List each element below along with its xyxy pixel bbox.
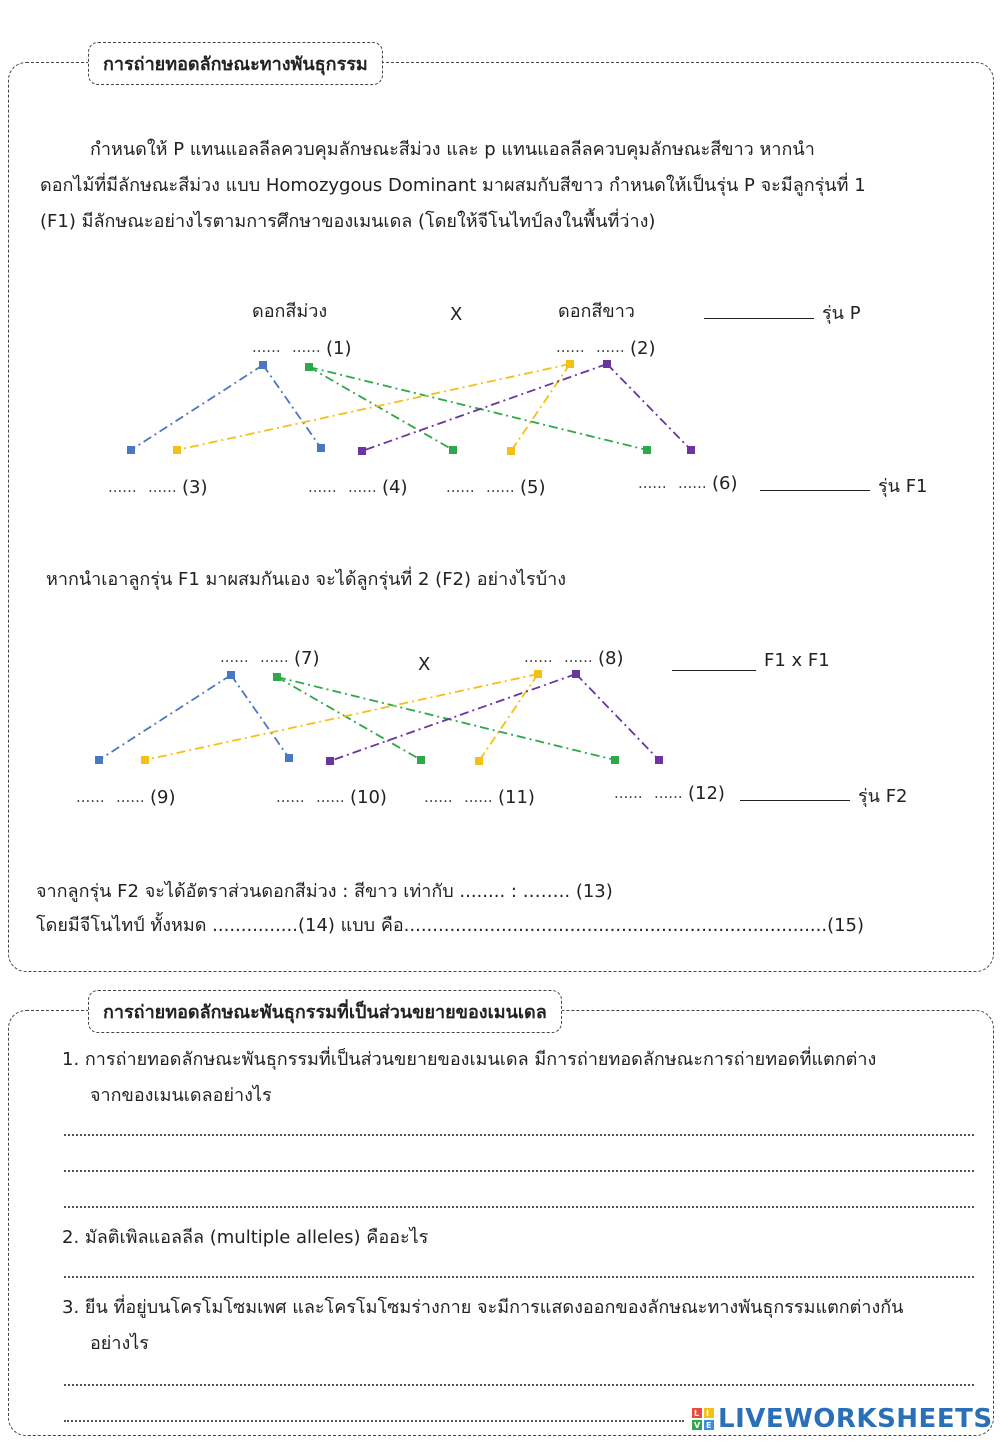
blank-12-allele-b[interactable]: ......	[654, 784, 683, 802]
genotype-question[interactable]: โดยมีจีโนไทป์ ทั้งหมด ...............(14) แบบ คือ..........................................................................(15)	[36, 915, 865, 936]
parent-white-label: ดอกสีขาว	[558, 301, 635, 322]
blank-4-allele-b[interactable]: ......	[348, 478, 377, 496]
cross2-line-yellow-a	[145, 674, 538, 760]
cross2-node-purple-top	[572, 670, 580, 678]
q3-answer-line-1[interactable]	[64, 1384, 974, 1386]
blank-11-allele-a[interactable]: ......	[424, 788, 453, 806]
generation-f1-label: รุ่น F1	[878, 476, 928, 497]
generation-f1xf1-label: F1 x F1	[764, 650, 830, 671]
cross2-line-green-b	[277, 677, 615, 760]
cross2-node-blue-2	[285, 754, 293, 762]
cross2-node-purple-2	[655, 756, 663, 764]
blank-11-allele-b[interactable]: ......	[464, 788, 493, 806]
blank-8-number: (8)	[598, 648, 624, 669]
blank-1-allele-a[interactable]: ......	[252, 338, 281, 356]
cross2-node-green-2	[611, 756, 619, 764]
q1-answer-line-2[interactable]	[64, 1170, 974, 1172]
parent-purple-label: ดอกสีม่วง	[252, 301, 328, 322]
blank-3-allele-a[interactable]: ......	[108, 478, 137, 496]
q1-line-1: 1. การถ่ายทอดลักษณะพันธุกรรมที่เป็นส่วนขยายของเมนเดล มีการถ่ายทอดลักษณะการถ่ายทอดที่แตกต่าง	[62, 1049, 877, 1070]
cross-symbol-1: X	[450, 304, 463, 325]
blank-4-allele-a[interactable]: ......	[308, 478, 337, 496]
blank-10-number: (10)	[350, 787, 387, 808]
blank-3-number: (3)	[182, 477, 208, 498]
blank-9-number: (9)	[150, 787, 176, 808]
svg-text:I: I	[706, 1409, 709, 1418]
generation-f2-label: รุ่น F2	[858, 786, 908, 807]
cross2-line-purple-a	[330, 674, 576, 761]
blank-9-allele-a[interactable]: ......	[76, 788, 105, 806]
q1-answer-line-3[interactable]	[64, 1206, 974, 1208]
cross-symbol-2: X	[418, 654, 431, 675]
q3-answer-line-2[interactable]	[64, 1420, 684, 1422]
blank-1-allele-b[interactable]: ......	[292, 338, 321, 356]
q2-line: 2. มัลติเพิลแอลลีล (multiple alleles) คืออะไร	[62, 1227, 429, 1248]
question-f2: หากนำเอาลูกรุ่น F1 มาผสมกันเอง จะได้ลูกรุ่นที่ 2 (F2) อย่างไรบ้าง	[46, 569, 567, 590]
section2-title: การถ่ายทอดลักษณะพันธุกรรมที่เป็นส่วนขยายของเมนเดล	[88, 990, 562, 1033]
blank-7-allele-a[interactable]: ......	[220, 648, 249, 666]
cross2-line-purple-b	[576, 674, 659, 760]
blank-7-number: (7)	[294, 648, 320, 669]
cross2-node-purple-1	[326, 757, 334, 765]
blank-1-number: (1)	[326, 338, 352, 359]
generation-p-label: รุ่น P	[822, 303, 861, 324]
cross2-node-green-1	[417, 756, 425, 764]
q2-answer-line[interactable]	[64, 1276, 974, 1278]
blank-5-allele-b[interactable]: ......	[486, 478, 515, 496]
blank-8-allele-b[interactable]: ......	[564, 648, 593, 666]
blank-9-allele-b[interactable]: ......	[116, 788, 145, 806]
cross2-node-yellow-2	[475, 757, 483, 765]
intro-line-2: ดอกไม้ที่มีลักษณะสีม่วง แบบ Homozygous Dominant มาผสมกับสีขาว กำหนดให้เป็นรุ่น P จะมีลูกรุ่นที่ 1	[40, 175, 866, 196]
liveworksheets-watermark	[690, 1404, 993, 1436]
liveworksheets-text: LIVEWORKSHEETS	[718, 1404, 993, 1434]
cross2-node-blue-top	[227, 671, 235, 679]
cross2-line-yellow-b	[479, 674, 538, 761]
blank-6-number: (6)	[712, 473, 738, 494]
cross2-node-green-top	[273, 673, 281, 681]
cross2-node-yellow-1	[141, 756, 149, 764]
section1-title: การถ่ายทอดลักษณะทางพันธุกรรม	[88, 42, 383, 85]
cross2-line-blue-b	[231, 675, 289, 758]
ratio-question[interactable]: จากลูกรุ่น F2 จะได้อัตราส่วนดอกสีม่วง : สีขาว เท่ากับ ........ : …….. (13)	[36, 881, 613, 902]
intro-line-3: (F1) มีลักษณะอย่างไรตามการศึกษาของเมนเดล (โดยให้จีโนไทป์ลงในพื้นที่ว่าง)	[40, 211, 656, 232]
cross2-node-yellow-top	[534, 670, 542, 678]
q1-line-2: จากของเมนเดลอย่างไร	[90, 1085, 272, 1106]
blank-10-allele-a[interactable]: ......	[276, 788, 305, 806]
blank-5-number: (5)	[520, 477, 546, 498]
svg-text:V: V	[694, 1421, 701, 1430]
blank-12-number: (12)	[688, 783, 725, 804]
blank-12-allele-a[interactable]: ......	[614, 784, 643, 802]
blank-3-allele-b[interactable]: ......	[148, 478, 177, 496]
blank-8-allele-a[interactable]: ......	[524, 648, 553, 666]
cross2-line-green-a	[277, 677, 421, 760]
blank-2-number: (2)	[630, 338, 656, 359]
cross2-node-blue-1	[95, 756, 103, 764]
generation-f2-blank[interactable]	[740, 800, 850, 801]
blank-2-allele-b[interactable]: ......	[596, 338, 625, 356]
intro-line-1: กำหนดให้ P แทนแอลลีลควบคุมลักษณะสีม่วง และ p แทนแอลลีลควบคุมลักษณะสีขาว หากนำ	[90, 139, 815, 160]
blank-11-number: (11)	[498, 787, 535, 808]
blank-2-allele-a[interactable]: ......	[556, 338, 585, 356]
svg-text:E: E	[706, 1421, 712, 1430]
blank-10-allele-b[interactable]: ......	[316, 788, 345, 806]
q3-line-1: 3. ยีน ที่อยู่บนโครโมโซมเพศ และโครโมโซมร่างกาย จะมีการแสดงออกของลักษณะทางพันธุกรรมแตกต่างกัน	[62, 1297, 904, 1318]
cross2-line-blue-a	[99, 675, 231, 760]
blank-4-number: (4)	[382, 477, 408, 498]
blank-6-allele-b[interactable]: ......	[678, 474, 707, 492]
blank-7-allele-b[interactable]: ......	[260, 648, 289, 666]
svg-text:L: L	[694, 1409, 700, 1418]
blank-5-allele-a[interactable]: ......	[446, 478, 475, 496]
blank-6-allele-a[interactable]: ......	[638, 474, 667, 492]
q1-answer-line-1[interactable]	[64, 1134, 974, 1136]
q3-line-2: อย่างไร	[90, 1333, 149, 1354]
